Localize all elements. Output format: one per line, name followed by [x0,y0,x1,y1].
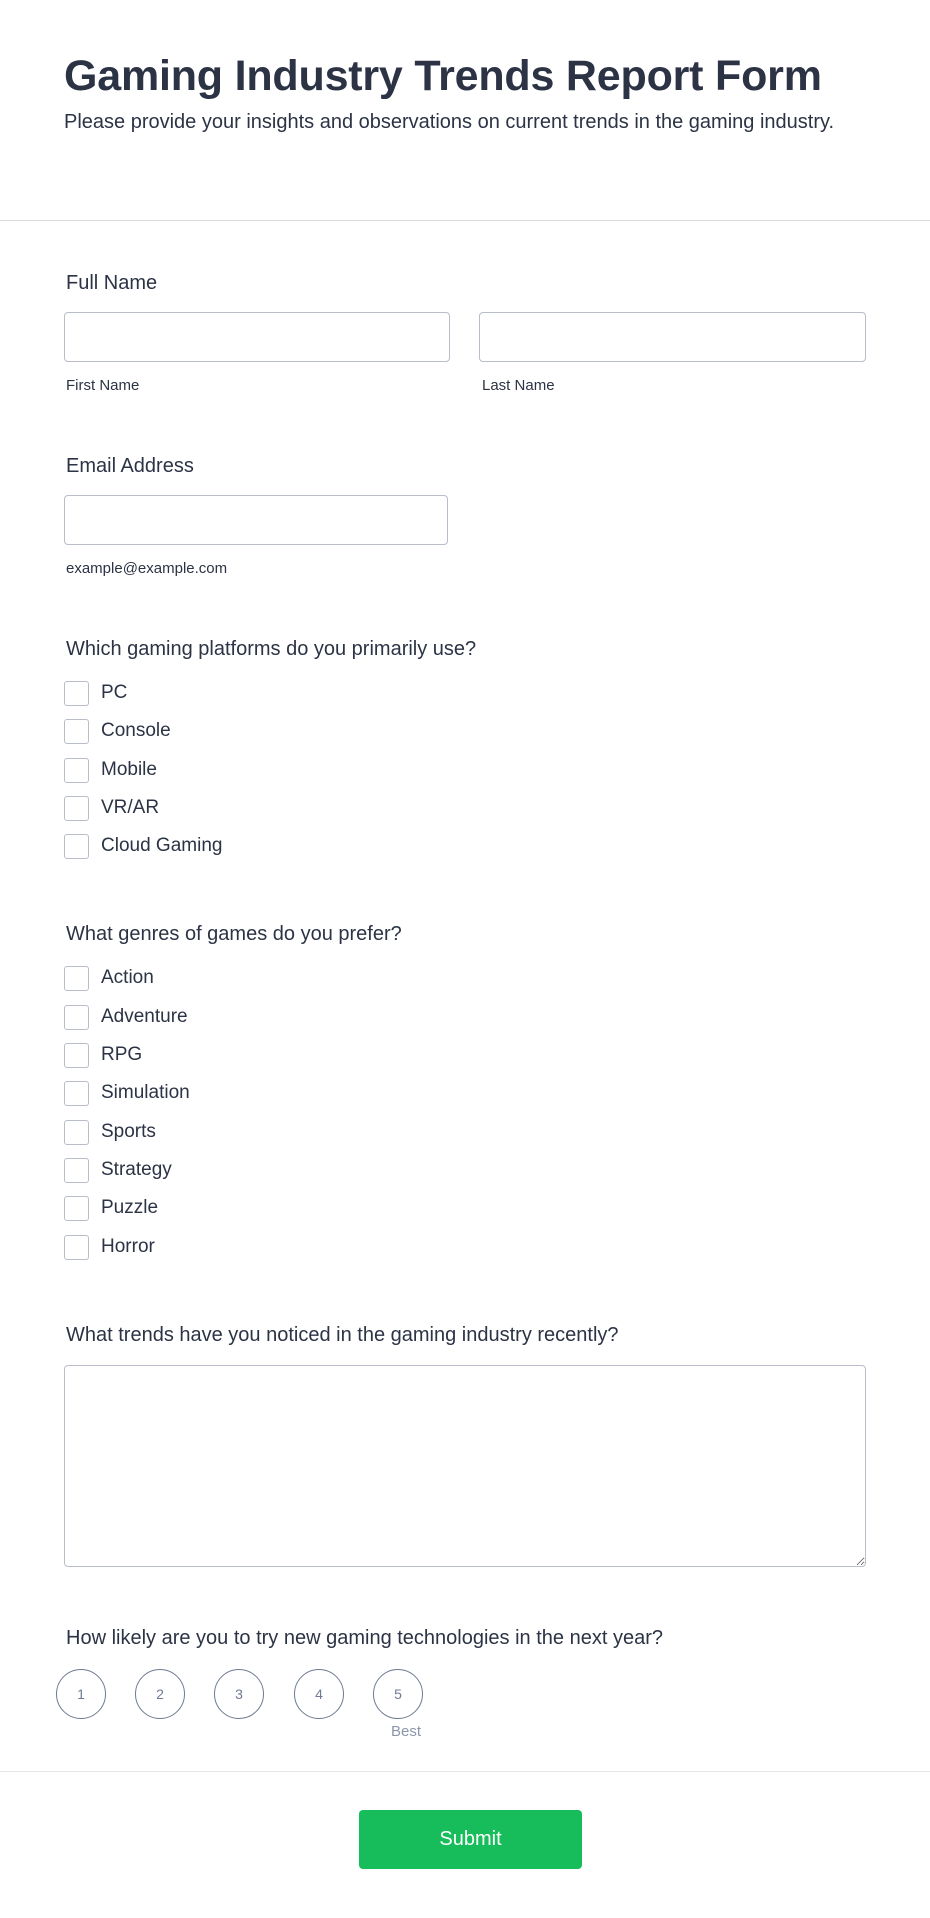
genres-question-label: What genres of games do you prefer? [66,923,402,945]
checkbox-label: Adventure [101,1006,188,1027]
rating-best-label: Best [391,1723,422,1740]
platform-option-cloud-gaming[interactable] [64,833,222,859]
checkbox-label: RPG [101,1044,143,1065]
page-title: Gaming Industry Trends Report Form [64,52,822,100]
checkbox[interactable] [64,1120,89,1145]
checkbox[interactable] [64,1005,89,1030]
checkbox[interactable] [64,1043,89,1068]
likelihood-question-label: How likely are you to try new gaming technologies in the next year? [66,1627,663,1649]
checkbox[interactable] [64,1081,89,1106]
platform-option-vr-ar[interactable] [64,795,159,821]
first-name-sublabel: First Name [66,377,140,394]
email-sublabel: example@example.com [66,560,228,577]
genre-option-adventure[interactable] [64,1004,188,1030]
checkbox-label: Horror [101,1236,155,1257]
checkbox-label: Action [101,967,154,988]
checkbox[interactable] [64,834,89,859]
checkbox-label: Simulation [101,1082,190,1103]
checkbox[interactable] [64,681,89,706]
email-input[interactable] [64,495,448,545]
rating-option-2[interactable]: 2 [135,1669,185,1719]
genre-option-puzzle[interactable] [64,1195,158,1221]
genre-option-rpg[interactable] [64,1042,142,1068]
email-label: Email Address [66,455,194,477]
checkbox[interactable] [64,1235,89,1260]
checkbox-label: Cloud Gaming [101,835,223,856]
full-name-label: Full Name [66,272,158,294]
platform-option-pc[interactable] [64,680,127,706]
checkbox-label: Puzzle [101,1197,159,1218]
checkbox-label: Mobile [101,759,157,780]
checkbox-label: Sports [101,1121,156,1142]
rating-option-4[interactable]: 4 [294,1669,344,1719]
rating-option-3[interactable]: 3 [214,1669,264,1719]
platform-option-mobile[interactable] [64,757,157,783]
checkbox[interactable] [64,796,89,821]
form-header [0,0,930,221]
checkbox[interactable] [64,966,89,991]
genre-option-sports[interactable] [64,1119,156,1145]
genre-option-simulation[interactable] [64,1080,190,1106]
submit-button[interactable]: Submit [359,1810,582,1869]
first-name-input[interactable] [64,312,450,362]
checkbox-label: Console [101,720,171,741]
platforms-question-label: Which gaming platforms do you primarily use? [66,638,477,660]
checkbox-label: PC [101,682,128,703]
page-description: Please provide your insights and observations on current trends in the gaming industry. [64,111,835,133]
checkbox[interactable] [64,1196,89,1221]
checkbox-label: VR/AR [101,797,160,818]
last-name-sublabel: Last Name [482,377,555,394]
checkbox[interactable] [64,1158,89,1183]
checkbox-label: Strategy [101,1159,172,1180]
trends-question-label: What trends have you noticed in the gaming industry recently? [66,1324,619,1346]
genre-option-horror[interactable] [64,1234,155,1260]
checkbox[interactable] [64,719,89,744]
rating-option-5[interactable]: 5 [373,1669,423,1719]
platform-option-console[interactable] [64,718,171,744]
trends-textarea[interactable] [64,1365,866,1567]
last-name-input[interactable] [479,312,866,362]
genre-option-action[interactable] [64,965,154,991]
rating-option-1[interactable]: 1 [56,1669,106,1719]
checkbox[interactable] [64,758,89,783]
footer-divider [0,1771,930,1772]
genre-option-strategy[interactable] [64,1157,172,1183]
